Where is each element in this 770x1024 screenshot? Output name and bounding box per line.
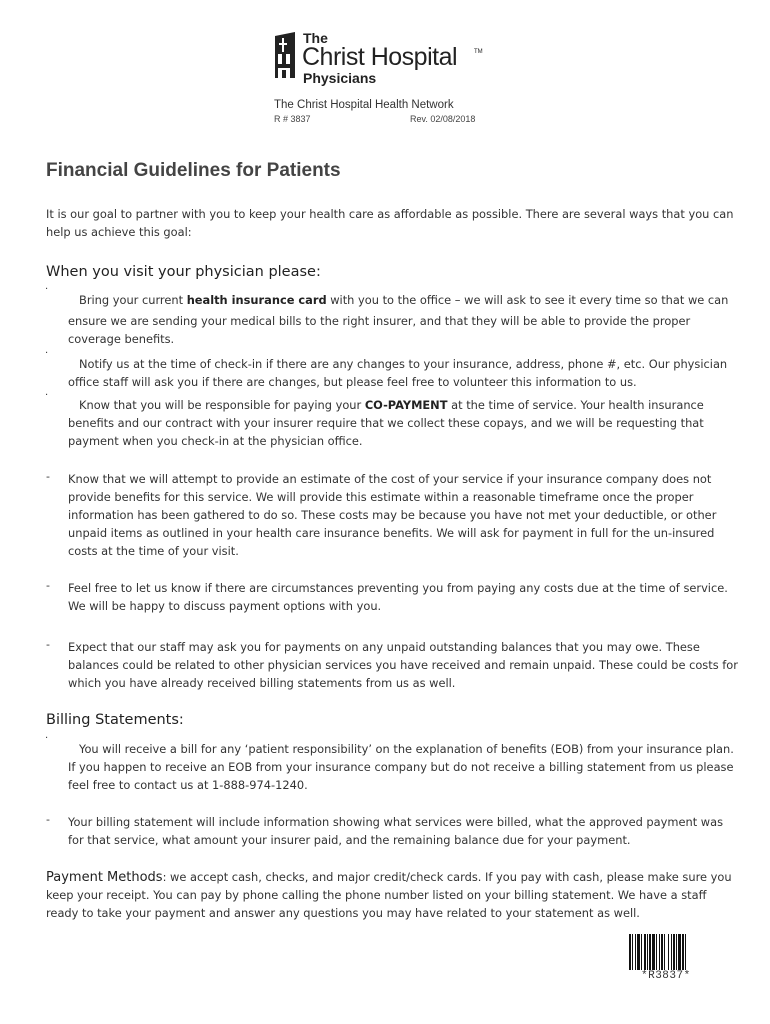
visit-item-3-line-3: payment when you check-in at the physician office. <box>68 434 363 448</box>
visit-item-1-line-1: Bring your current health insurance card with you to the office – we will ask to see it every time so that we can <box>79 293 729 307</box>
payment-methods-line-2: keep your receipt. You can pay by phone calling the phone number listed on your billing statement. We have a staff <box>46 888 707 902</box>
visit-item-6-line-1: Expect that our staff may ask you for payments on any unpaid outstanding balances that you may owe. These <box>68 640 700 654</box>
barcode-bar <box>641 934 642 970</box>
network-name: The Christ Hospital Health Network <box>274 99 454 111</box>
payment-methods-label: Payment Methods <box>46 870 163 885</box>
barcode-bar <box>649 934 651 970</box>
form-number: R # 3837 <box>274 114 311 124</box>
barcode-bar <box>671 934 672 970</box>
barcode-bar <box>635 934 636 970</box>
bullet-1: · <box>45 284 49 295</box>
visit-item-4-line-3: information has been gathered to do so. These costs may be because you have not met your deductible, or other <box>68 508 717 522</box>
visit-item-2-line-1: Notify us at the time of check-in if there are any changes to your insurance, address, phone #, etc. Our physician <box>79 357 728 371</box>
visit-item-3-line-2: benefits and our contract with your insurer require that we collect these copays, and we will be requesting that <box>68 416 704 430</box>
hospital-logo-icon <box>275 32 299 78</box>
page-title: Financial Guidelines for Patients <box>46 160 341 181</box>
barcode-bar <box>682 934 684 970</box>
visit-item-6-line-3: which you have already received billing statements from us as well. <box>68 676 456 690</box>
barcode-bar <box>676 934 677 970</box>
visit-item-4-line-1: Know that we will attempt to provide an estimate of the cost of your service if your insurance company does not <box>68 472 712 486</box>
billing-item-1-line-1: You will receive a bill for any ‘patient responsibility’ on the explanation of benefits (EOB) from your insurance plan. <box>79 742 734 756</box>
intro-line-2: help us achieve this goal: <box>46 225 192 239</box>
billing-item-1-line-3: feel free to contact us at 1-888-974-1240. <box>68 778 308 792</box>
dash-5: - <box>46 579 50 592</box>
barcode-bar <box>644 934 646 970</box>
dash-6: - <box>46 638 50 651</box>
visit-item-4-line-5: costs at the time of your visit. <box>68 544 239 558</box>
barcode-label: *R3837* <box>641 970 691 982</box>
barcode-bar <box>659 934 660 970</box>
health-insurance-card-emphasis: health insurance card <box>186 293 327 307</box>
billing-dash-2: - <box>46 813 50 826</box>
visit-heading: When you visit your physician please: <box>46 264 321 280</box>
billing-item-2-line-2: for that service, what amount your insurer paid, and the remaining balance due for your payment. <box>68 833 631 847</box>
barcode-bar <box>629 934 631 970</box>
logo-subtitle: Physicians <box>303 70 377 86</box>
billing-item-2-line-1: Your billing statement will include information showing what services were billed, what the approved payment was <box>68 815 724 829</box>
dash-4: - <box>46 470 50 483</box>
bullet-3: · <box>45 390 49 401</box>
barcode-bar <box>673 934 675 970</box>
visit-item-1-line-3: coverage benefits. <box>68 332 175 346</box>
visit-item-5-line-1: Feel free to let us know if there are circumstances preventing you from paying any costs due at the time of service. <box>68 581 728 595</box>
visit-item-4-line-2: provide benefits for this service. We will provide this estimate within a reasonable timeframe once the proper <box>68 490 694 504</box>
billing-item-1-line-2: If you happen to receive an EOB from your insurance company but do not receive a billing statement from us please <box>68 760 734 774</box>
barcode-bar <box>678 934 681 970</box>
barcode-bar <box>685 934 686 970</box>
visit-item-3-line-1: Know that you will be responsible for paying your CO-PAYMENT at the time of service. Your health insurance <box>79 398 704 412</box>
bullet-2: · <box>45 348 49 359</box>
visit-item-1-line-2: ensure we are sending your medical bills to the right insurer, and that they will be able to provide the proper <box>68 314 691 328</box>
barcode-bar <box>632 934 633 970</box>
logo-trademark: TM <box>474 49 483 55</box>
visit-item-6-line-2: balances could be related to other physician services you have received and remain unpaid. These could be costs for <box>68 658 738 672</box>
visit-item-4-line-4: unpaid items as outlined in your health care insurance benefits. We will ask for payment in full for the un-insured <box>68 526 715 540</box>
barcode-bar <box>664 934 665 970</box>
visit-item-5-line-2: We will be happy to discuss payment options with you. <box>68 599 382 613</box>
barcode-bar <box>668 934 669 970</box>
billing-heading: Billing Statements: <box>46 712 184 728</box>
barcode-bar <box>637 934 640 970</box>
copayment-emphasis: CO-PAYMENT <box>364 398 448 412</box>
barcode <box>629 934 707 970</box>
revision-date: Rev. 02/08/2018 <box>410 114 476 124</box>
barcode-bar <box>652 934 655 970</box>
logo-the: The <box>303 30 328 46</box>
barcode-bar <box>647 934 648 970</box>
barcode-bar <box>656 934 657 970</box>
billing-bullet-1: · <box>45 733 49 744</box>
intro-line-1: It is our goal to partner with you to keep your health care as affordable as possible. There are several ways that you can <box>46 207 734 221</box>
payment-methods-line-3: ready to take your payment and answer any questions you may have related to your statement as well. <box>46 906 640 920</box>
visit-item-2-line-2: office staff will ask you if there are changes, but please feel free to volunteer this information to us. <box>68 375 637 389</box>
barcode-bar <box>661 934 663 970</box>
logo-name: Christ Hospital <box>302 43 458 71</box>
payment-methods-line-1: Payment Methods: we accept cash, checks, and major credit/check cards. If you pay with cash, please make sure you <box>46 870 732 885</box>
